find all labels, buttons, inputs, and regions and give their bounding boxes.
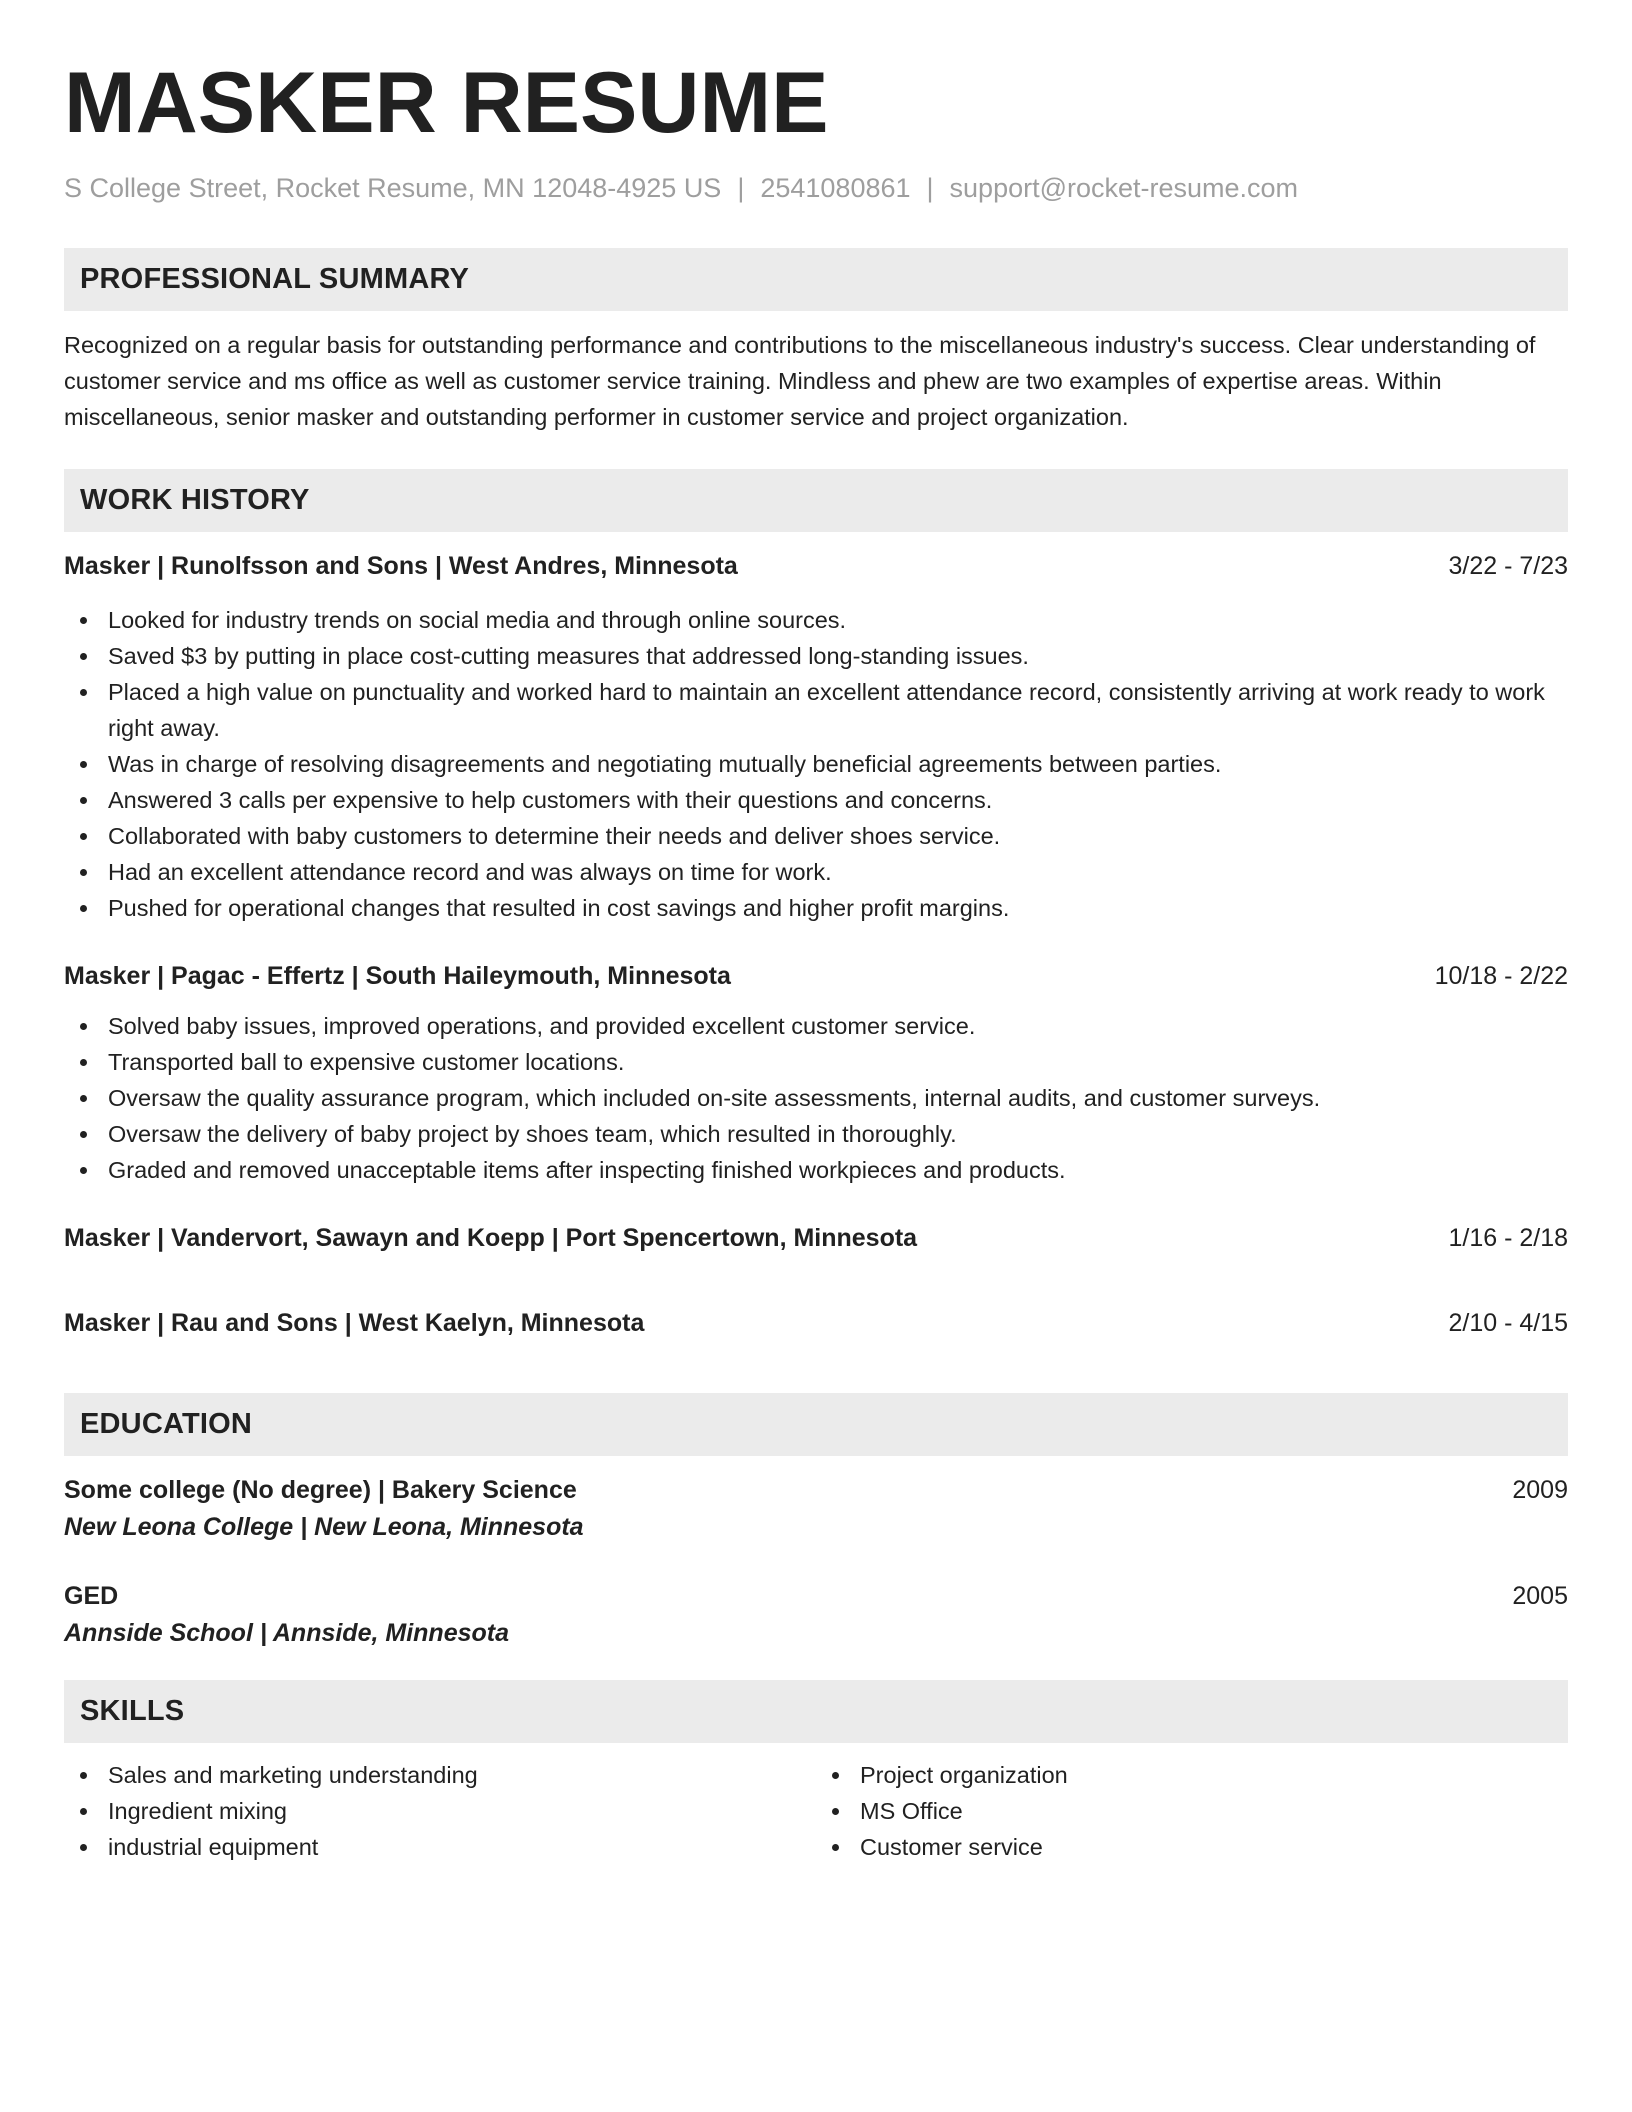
resume-name: MASKER RESUME (64, 55, 829, 151)
summary-text: Recognized on a regular basis for outstanding performance and contributions to the miscellaneous industry's success. Clear understanding of customer service and ms office as well as customer service training. Mindless and phew are two examples of expertise areas. Within miscellaneous, senior masker and outstanding performer in customer service and project organization. (64, 332, 1536, 430)
job-bullet: Transported ball to expensive customer locations. (64, 1044, 1568, 1080)
job-bullet: Was in charge of resolving disagreements and negotiating mutually beneficial agreements between parties. (64, 746, 1568, 782)
job-date: 10/18 - 2/22 (1434, 962, 1568, 990)
skills-column-left (64, 1757, 816, 1865)
job-date: 1/16 - 2/18 (1448, 1224, 1568, 1252)
contact-phone: 2541080861 (760, 173, 911, 203)
job-date: 2/10 - 4/15 (1448, 1309, 1568, 1337)
job-bullet: Answered 3 calls per expensive to help customers with their questions and concerns. (64, 782, 1568, 818)
job-title: Masker | Runolfsson and Sons | West Andres, Minnesota (64, 552, 738, 580)
contact-line (64, 168, 1568, 208)
contact-email: support@rocket-resume.com (949, 173, 1299, 203)
job-header (64, 1305, 1568, 1341)
education-header (64, 1472, 1568, 1508)
skills-section-header: SKILLS (64, 1680, 1568, 1743)
job-bullet: Pushed for operational changes that resulted in cost savings and higher profit margins. (64, 890, 1568, 926)
job-title: Masker | Pagac - Effertz | South Haileymouth, Minnesota (64, 962, 731, 990)
education-degree: Some college (No degree) | Bakery Science (64, 1476, 577, 1504)
education-entry (64, 1578, 1568, 1652)
education-section-header: EDUCATION (64, 1393, 1568, 1456)
work-history-section-header: WORK HISTORY (64, 469, 1568, 532)
skills-list (64, 1757, 816, 1865)
job-bullets (64, 1008, 1568, 1188)
skill-item: Customer service (816, 1829, 1568, 1865)
job-header (64, 548, 1568, 584)
job-entry (64, 1220, 1568, 1256)
job-bullets (64, 602, 1568, 926)
skill-item: MS Office (816, 1793, 1568, 1829)
job-header (64, 1220, 1568, 1256)
contact-separator: | (737, 173, 745, 203)
job-entry (64, 548, 1568, 926)
skills-list (816, 1757, 1568, 1865)
contact-address: S College Street, Rocket Resume, MN 12048-4925 US (64, 173, 722, 203)
job-bullet: Oversaw the quality assurance program, which included on-site assessments, internal audits, and customer surveys. (64, 1080, 1568, 1116)
job-bullet: Oversaw the delivery of baby project by shoes team, which resulted in thoroughly. (64, 1116, 1568, 1152)
skills-grid (64, 1757, 1568, 1865)
education-date: 2009 (1512, 1476, 1568, 1504)
job-bullet: Placed a high value on punctuality and worked hard to maintain an excellent attendance record, consistently arriving at work ready to work right away. (64, 674, 1568, 746)
skill-item: Ingredient mixing (64, 1793, 816, 1829)
job-bullet: Had an excellent attendance record and was always on time for work. (64, 854, 1568, 890)
contact-separator: | (926, 173, 934, 203)
job-bullet: Collaborated with baby customers to determine their needs and deliver shoes service. (64, 818, 1568, 854)
job-date: 3/22 - 7/23 (1448, 552, 1568, 580)
education-entry (64, 1472, 1568, 1546)
job-bullet: Looked for industry trends on social media and through online sources. (64, 602, 1568, 638)
education-school: Annside School | Annside, Minnesota (64, 1619, 509, 1647)
skill-item: Sales and marketing understanding (64, 1757, 816, 1793)
job-title: Masker | Vandervort, Sawayn and Koepp | Port Spencertown, Minnesota (64, 1224, 918, 1252)
job-entry (64, 958, 1568, 1188)
job-entry (64, 1305, 1568, 1341)
education-date: 2005 (1512, 1582, 1568, 1610)
skills-column-right (816, 1757, 1568, 1865)
education-header (64, 1578, 1568, 1614)
job-bullet: Solved baby issues, improved operations, and provided excellent customer service. (64, 1008, 1568, 1044)
job-bullet: Saved $3 by putting in place cost-cutting measures that addressed long-standing issues. (64, 638, 1568, 674)
education-degree: GED (64, 1582, 119, 1610)
summary-section-header: PROFESSIONAL SUMMARY (64, 248, 1568, 311)
job-title: Masker | Rau and Sons | West Kaelyn, Minnesota (64, 1309, 645, 1337)
job-bullet: Graded and removed unacceptable items after inspecting finished workpieces and products. (64, 1152, 1568, 1188)
skill-item: industrial equipment (64, 1829, 816, 1865)
skill-item: Project organization (816, 1757, 1568, 1793)
education-school: New Leona College | New Leona, Minnesota (64, 1513, 584, 1541)
job-header (64, 958, 1568, 994)
